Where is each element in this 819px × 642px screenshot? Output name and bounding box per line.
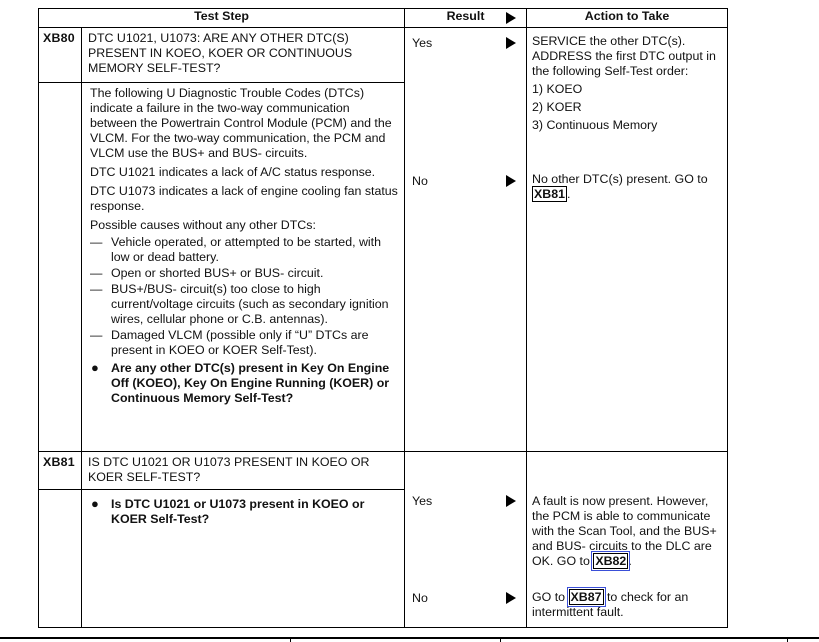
cause-text: BUS+/BUS- circuit(s) too close to high current/voltage circuits (such as secondary ignition wires, cellular phone or C.B. antennas). <box>111 282 389 326</box>
bullet-icon: ● <box>91 360 99 375</box>
step-xb81-results <box>405 452 527 628</box>
xb80-bullet-text: Are any other DTC(s) present in Key On Engine Off (KOEO), Key On Engine Running (KOER) or Continuous Memory Self-Test? <box>111 361 390 405</box>
xb80-yes-label: Yes <box>412 36 433 50</box>
goto-xb81-link[interactable]: XB81 <box>534 187 566 201</box>
step-xb80-number-spacer <box>39 83 82 452</box>
xb81-no-label: No <box>412 591 428 605</box>
xb80-paragraph: DTC U1073 indicates a lack of engine cooling fan status response. <box>90 184 398 213</box>
step-xb80-title-row <box>39 28 728 83</box>
dash-icon: — <box>90 266 103 280</box>
xb81-yes-action <box>532 494 724 569</box>
step-xb80-question: DTC U1021, U1073: ARE ANY OTHER DTC(S) PRESENT IN KOEO, KOER OR CONTINUOUS MEMORY SELF-TEST? <box>82 28 405 83</box>
cause-item <box>90 266 398 281</box>
step-xb81-body <box>82 490 405 628</box>
xb80-no-action <box>532 172 724 202</box>
cause-item <box>90 235 398 265</box>
header-result-label: Result <box>446 9 485 23</box>
dash-icon: — <box>90 328 103 342</box>
header-result <box>405 9 527 28</box>
xb80-yes-action <box>532 34 724 136</box>
xb80-causes-list <box>90 235 398 358</box>
xb80-yes-list-item: 2) KOER <box>532 100 582 114</box>
page-bottom-rule <box>0 637 819 639</box>
table-header-row <box>39 9 728 28</box>
xb80-yes-list-item: 1) KOEO <box>532 82 583 96</box>
step-number-xb81: XB81 <box>39 452 82 490</box>
xb80-no-arrow-icon <box>506 175 516 187</box>
cause-text: Vehicle operated, or attempted to be started, with low or dead battery. <box>111 235 382 264</box>
header-arrow-icon <box>506 12 516 24</box>
xb80-yes-action-text: SERVICE the other DTC(s). ADDRESS the first DTC output in the following Self-Test order: <box>532 34 716 78</box>
goto-xb87-link[interactable]: XB87 <box>570 590 602 604</box>
xb81-no-arrow-icon <box>506 592 516 604</box>
xb80-paragraph: Possible causes without any other DTCs: <box>90 218 316 232</box>
xb81-yes-arrow-icon <box>506 495 516 507</box>
page-bottom-tick <box>500 637 501 642</box>
cause-text: Damaged VLCM (possible only if “U” DTCs are present in KOEO or KOER Self-Test). <box>111 328 369 357</box>
dash-icon: — <box>90 235 103 249</box>
page-bottom-tick <box>787 637 788 642</box>
pinpoint-test-table <box>38 8 728 628</box>
xb80-paragraph: The following U Diagnostic Trouble Codes (DTCs) indicate a failure in the two-way communication between the Powertrain Control Module (PCM) and the VLCM. For the two-way communication, the PCM and VLCM use the BUS+ and BUS- circuits. <box>90 86 392 160</box>
bullet-icon: ● <box>91 496 99 511</box>
xb80-paragraph: DTC U1021 indicates a lack of A/C status response. <box>90 165 376 179</box>
cause-text: Open or shorted BUS+ or BUS- circuit. <box>111 266 324 280</box>
xb80-no-label: No <box>412 174 428 188</box>
goto-xb82-link[interactable]: XB82 <box>595 554 627 568</box>
xb80-no-action-suffix: . <box>567 187 571 201</box>
xb81-yes-action-suffix: . <box>628 554 632 568</box>
xb81-no-action-text: to check for an intermittent fault. <box>532 590 689 619</box>
page-bottom-tick <box>290 637 291 642</box>
xb81-no-action <box>532 590 724 620</box>
xb81-yes-label: Yes <box>412 494 433 508</box>
xb80-yes-arrow-icon <box>506 37 516 49</box>
xb81-no-action-prefix: GO to <box>532 590 566 604</box>
xb81-bullet-text: Is DTC U1021 or U1073 present in KOEO or KOER Self-Test? <box>111 497 365 526</box>
xb81-question-bullet <box>90 497 398 527</box>
step-xb80-body <box>82 83 405 452</box>
header-test-step: Test Step <box>39 9 405 28</box>
step-xb81-title-row <box>39 452 728 490</box>
step-xb80-results <box>405 28 527 452</box>
cause-item <box>90 282 398 327</box>
xb80-no-action-text: No other DTC(s) present. GO to <box>532 172 708 186</box>
step-xb80-actions <box>527 28 728 452</box>
dash-icon: — <box>90 282 103 296</box>
xb80-yes-list-item: 3) Continuous Memory <box>532 118 658 132</box>
header-action: Action to Take <box>527 9 728 28</box>
step-xb81-number-spacer <box>39 490 82 628</box>
xb81-yes-action-text: A fault is now present. However, the PCM is able to communicate with the Scan Tool, and the BUS+ and BUS- circuits to the DLC are OK. GO to <box>532 494 717 568</box>
step-xb81-question: IS DTC U1021 OR U1073 PRESENT IN KOEO OR KOER SELF-TEST? <box>82 452 405 490</box>
xb80-question-bullet <box>90 361 398 406</box>
step-xb81-actions <box>527 452 728 628</box>
cause-item <box>90 328 398 358</box>
step-number-xb80: XB80 <box>39 28 82 83</box>
